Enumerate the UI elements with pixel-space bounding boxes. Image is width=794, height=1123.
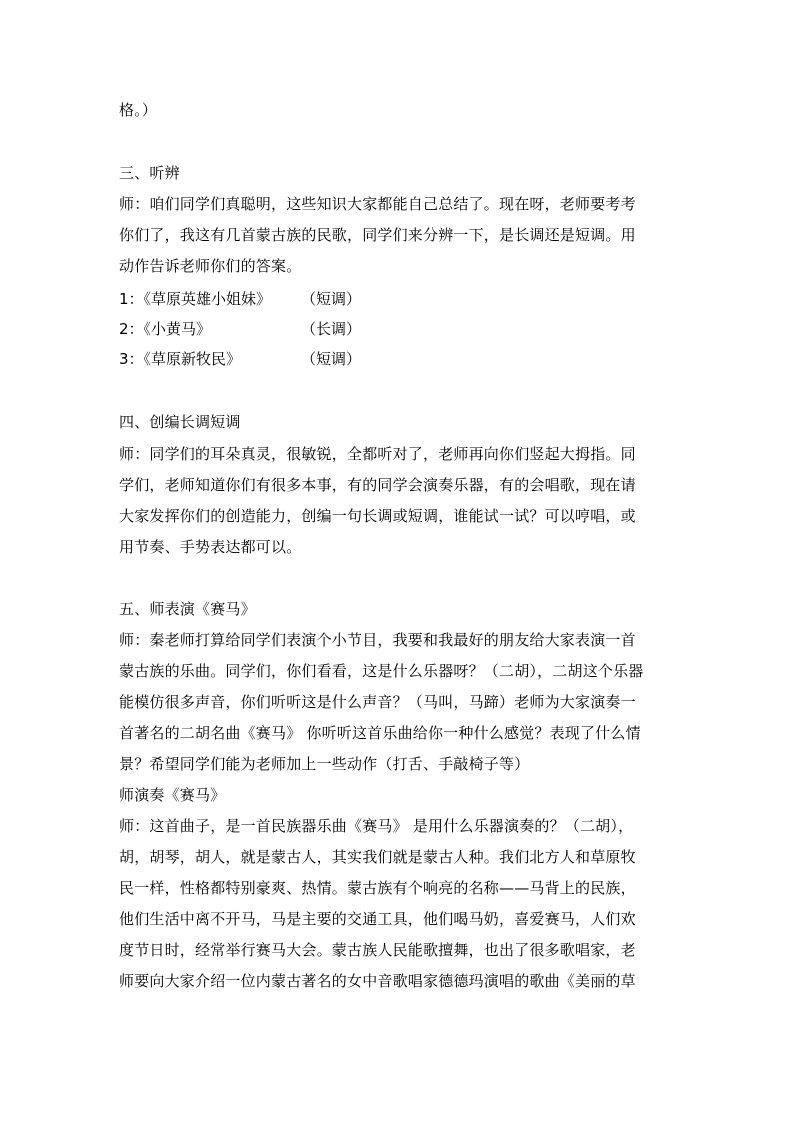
song-item-3	[119, 349, 362, 369]
song-title: 2：《小黄马》	[119, 320, 212, 338]
text-line: 师：秦老师打算给同学们表演个小节目，我要和我最好的朋友给大家表演一首	[119, 631, 636, 649]
song-answer: （短调）	[301, 290, 362, 308]
text-line: 他们生活中离不开马，马是主要的交通工具，他们喝马奶，喜爱赛马，人们欢	[119, 910, 636, 928]
song-title: 1：《草原英雄小姐妹》	[119, 290, 272, 308]
text-line: 胡，胡琴，胡人，就是蒙古人，其实我们就是蒙古人种。我们北方人和草原牧	[119, 848, 636, 866]
text-line: 蒙古族的乐曲。同学们，你们看看，这是什么乐器呀？（二胡），二胡这个乐器	[119, 662, 644, 680]
song-item-1	[119, 289, 362, 309]
song-title: 3：《草原新牧民》	[119, 350, 242, 368]
text-line: 师演奏《赛马》	[119, 786, 226, 804]
text-line: 用节奏、手势表达都可以。	[119, 538, 302, 556]
text-line: 师：同学们的耳朵真灵，很敏锐，全都听对了，老师再向你们竖起大拇指。同	[119, 445, 636, 463]
song-answer: （短调）	[301, 350, 362, 368]
text-line: 你们了，我这有几首蒙古族的民歌，同学们来分辨一下，是长调还是短调。用	[119, 226, 636, 244]
text-line: 动作告诉老师你们的答案。	[119, 257, 302, 275]
text-line: 大家发挥你们的创造能力，创编一句长调或短调，谁能试一试？可以哼唱，或	[119, 507, 636, 525]
song-answer: （长调）	[301, 320, 362, 338]
text-line: 格。）	[119, 101, 158, 119]
text-line: 师：咱们同学们真聪明，这些知识大家都能自己总结了。现在呀，老师要考考	[119, 195, 636, 213]
text-line: 民一样，性格都特别豪爽、热情。蒙古族有个响亮的名称——马背上的民族，	[119, 879, 636, 897]
section-heading-listening: 三、听辨	[119, 164, 180, 182]
text-line: 师要向大家介绍一位内蒙古著名的女中音歌唱家德德玛演唱的歌曲《美丽的草	[119, 972, 636, 990]
text-line: 景？希望同学们能为老师加上一些动作（打舌、手敲椅子等）	[119, 755, 530, 773]
text-line: 度节日时，经常举行赛马大会。蒙古族人民能歌擅舞，也出了很多歌唱家，老	[119, 941, 636, 959]
text-line: 学们，老师知道你们有很多本事，有的同学会演奏乐器，有的会唱歌，现在请	[119, 476, 636, 494]
text-line: 师：这首曲子，是一首民族器乐曲《赛马》 是用什么乐器演奏的？（二胡），	[119, 817, 634, 835]
text-line: 首著名的二胡名曲《赛马》 你听听这首乐曲给你一种什么感觉？表现了什么情	[119, 724, 641, 742]
section-heading-composing: 四、创编长调短调	[119, 413, 241, 431]
song-item-2	[119, 319, 362, 339]
section-heading-performance: 五、师表演《赛马》	[119, 600, 256, 618]
text-line: 能模仿很多声音，你们听听这是什么声音？（马叫，马蹄）老师为大家演奏一	[119, 693, 636, 711]
